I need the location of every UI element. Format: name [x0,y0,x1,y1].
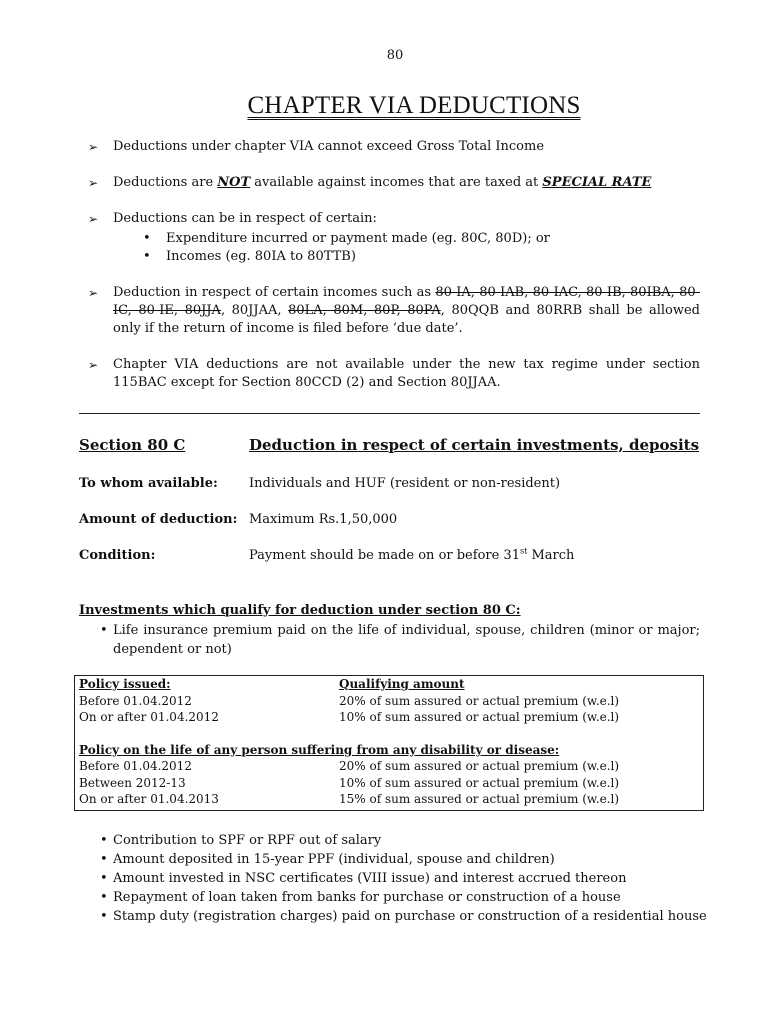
table-cell: Before 01.04.2012 [79,693,192,708]
emphasis-special-rate: SPECIAL RATE [542,175,652,190]
condition-label: Condition: [79,548,156,563]
arrow-bullet-icon: ➢ [88,140,99,154]
list-item: • Repayment of loan taken from banks for purchase or construction of a house [100,888,700,907]
table-row [75,693,703,710]
table-cell: 15% of sum assured or actual premium (w.e.l) [339,792,620,806]
arrow-bullet-icon: ➢ [88,286,99,300]
rule-item [88,284,700,338]
rule-text: available against incomes that are taxed at [250,175,543,190]
table-cell: 10% of sum assured or actual premium (w.e.l) [339,775,620,790]
disability-heading-row [75,742,703,759]
table-cell: Between 2012-13 [79,775,186,790]
rule-item [88,174,700,192]
condition-superscript: st [519,546,528,556]
rule-item [88,210,700,266]
table-row [75,775,703,792]
struck-sections: 80-IA, 80-IAB, 80-IAC, 80-IB, 80IBA, 80-IC, 80-IE, 80JJA [113,285,700,318]
list-item: • Amount deposited in 15-year PPF (individual, spouse and children) [100,850,700,869]
amount-value: Maximum Rs.1,50,000 [249,512,398,527]
horizontal-divider [79,413,700,414]
rule-text: Deduction in respect of certain incomes such as [113,285,436,300]
condition-text: Payment should be made on or before 31 [249,548,520,563]
chapter-rules-list [88,138,700,410]
struck-sections: 80LA, 80M, 80P, 80PA [288,303,441,318]
table-cell: Before 01.04.2012 [79,759,192,773]
investments-list [100,621,700,659]
table-row [75,709,703,726]
table-cell: 20% of sum assured or actual premium (w.e.l) [339,759,620,773]
rule-item [88,138,700,156]
arrow-bullet-icon: ➢ [88,176,99,190]
sublist-item: • Expenditure incurred or payment made (eg. 80C, 80D); or [113,230,700,248]
to-whom-label: To whom available: [79,476,218,491]
rule-text: Chapter VIA deductions are not available under the new tax regime under section 115BAC except for Section 80CCD (2) and Section 80JJAA. [113,357,700,390]
table-header-row [75,676,703,693]
list-item: • Amount invested in NSC certificates (VIII issue) and interest accrued thereon [100,869,700,888]
sublist-item: • Incomes (eg. 80IA to 80TTB) [113,248,700,266]
list-item: • Contribution to SPF or RPF out of salary [100,831,700,850]
rule-text: Deductions are [113,175,218,190]
more-investments-list [100,831,707,926]
arrow-bullet-icon: ➢ [88,212,99,226]
rule-item [88,356,700,392]
page-number: 80 [386,48,404,63]
emphasis-not: NOT [217,175,251,190]
table-row [75,758,703,775]
list-item: • Stamp duty (registration charges) paid on purchase or construction of a residential house [100,907,700,926]
table-cell: 10% of sum assured or actual premium (w.e.l) [339,710,620,724]
condition-value [249,548,574,563]
rule-text: , 80QQB and 80RRB shall be allowed only if the return of income is filed before ‘due date’. [113,303,700,336]
table-cell: 20% of sum assured or actual premium (w.e.l) [339,693,620,708]
chapter-title: CHAPTER VIA DEDUCTIONS [247,92,581,119]
table-cell: On or after 01.04.2013 [79,792,219,806]
table-spacer [75,726,703,742]
policy-issued-header: Policy issued: [79,677,171,691]
rule-text: Deductions under chapter VIA cannot exceed Gross Total Income [113,139,545,154]
rule-text: , 80JJAA, [220,303,289,318]
arrow-bullet-icon: ➢ [88,358,99,372]
condition-text: March [527,548,575,563]
list-item: • Life insurance premium paid on the life of individual, spouse, children (minor or major; dependent or not) [100,621,700,659]
table-cell: On or after 01.04.2012 [79,710,219,724]
rule-text: Deductions can be in respect of certain: [113,211,377,226]
disability-heading: Policy on the life of any person suffering from any disability or disease: [79,742,560,757]
table-row [75,791,703,808]
amount-label: Amount of deduction: [79,512,238,527]
section-label: Section 80 C [79,436,186,454]
section-heading: Deduction in respect of certain investments, deposits [249,436,700,454]
investments-heading: Investments which qualify for deduction under section 80 C: [79,603,521,618]
policy-table [74,675,704,811]
qualifying-amount-header: Qualifying amount [339,677,465,691]
deduction-types-sublist [113,230,700,266]
to-whom-value: Individuals and HUF (resident or non-resident) [249,476,561,491]
